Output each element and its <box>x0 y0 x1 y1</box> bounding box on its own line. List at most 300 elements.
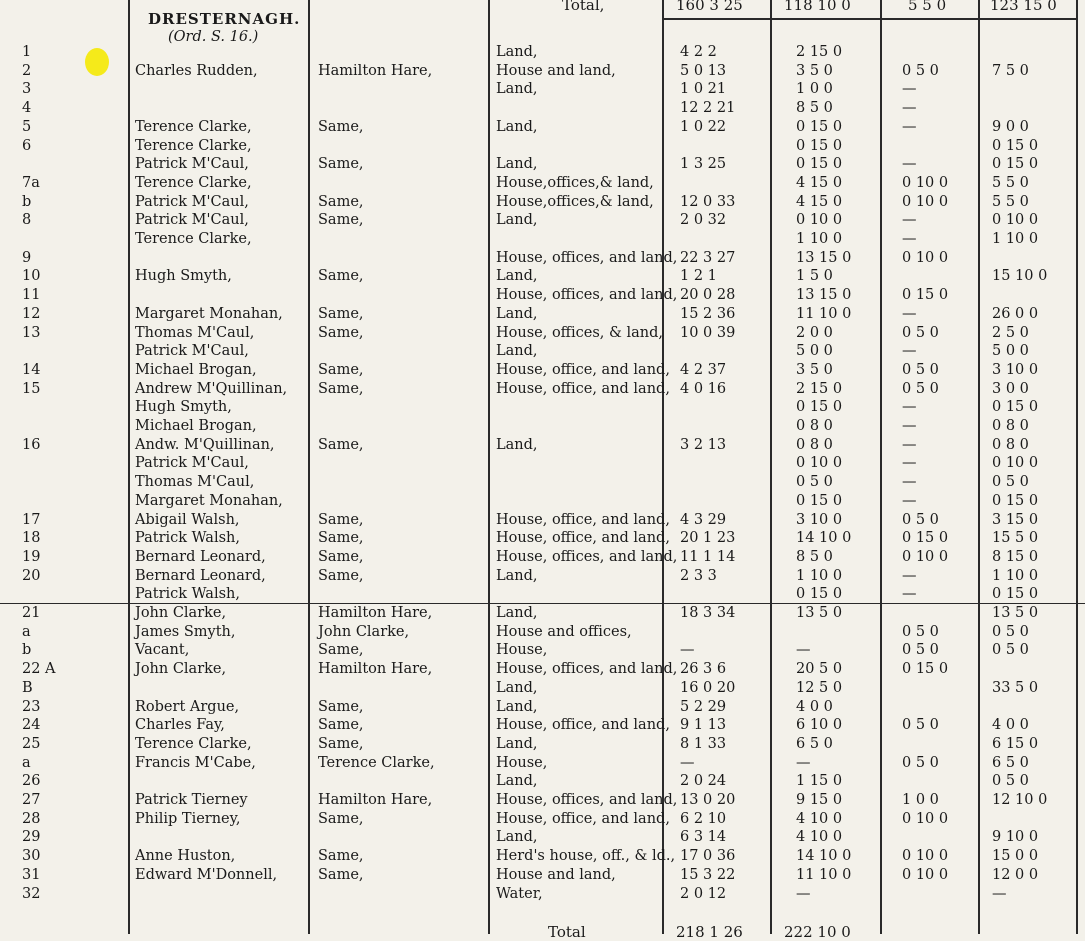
buildings-value: 0 10 0 <box>902 193 949 210</box>
buildings-value: — <box>902 586 917 603</box>
area: 4 0 16 <box>680 380 727 397</box>
row-number: 32 <box>22 885 41 902</box>
column-rule <box>128 0 130 934</box>
land-value: 4 10 0 <box>796 810 843 827</box>
holding-description: Land, <box>496 81 538 98</box>
total-value: 6 5 0 <box>992 754 1029 771</box>
buildings-value: 0 10 0 <box>902 866 949 883</box>
area: 8 1 33 <box>680 735 727 752</box>
row-number: 3 <box>22 81 32 98</box>
lessor-name: Hamilton Hare, <box>318 605 433 621</box>
tenant-name: Anne Huston, <box>135 848 236 865</box>
holding-description: Land, <box>496 773 538 790</box>
area: 1 0 21 <box>680 81 727 98</box>
lessor-name: Same, <box>318 511 364 528</box>
buildings-value: 0 10 0 <box>902 848 949 865</box>
land-value: 1 10 0 <box>796 567 843 584</box>
buildings-value: — <box>902 399 917 416</box>
row-number: 30 <box>22 848 41 865</box>
column-rule <box>488 0 490 934</box>
row-number: 5 <box>22 118 32 135</box>
buildings-value: — <box>902 231 917 247</box>
row-number: 18 <box>22 530 41 547</box>
land-value: 9 15 0 <box>796 792 843 808</box>
area: 6 3 14 <box>680 829 727 846</box>
total-value: 9 10 0 <box>992 829 1039 846</box>
area: 13 0 20 <box>680 792 736 808</box>
tenant-name: Terence Clarke, <box>135 735 252 752</box>
area: 15 3 22 <box>680 866 736 883</box>
holding-description: House, offices, and land, <box>496 548 678 565</box>
land-value: 0 15 0 <box>796 137 843 154</box>
total-label-top: Total, <box>562 0 605 14</box>
land-value: 1 5 0 <box>796 268 833 285</box>
column-rule <box>770 0 772 934</box>
total-value: 26 0 0 <box>992 305 1039 322</box>
land-value: 0 5 0 <box>796 474 833 491</box>
column-rule <box>978 0 980 934</box>
holding-description: House, office, and land, <box>496 810 670 827</box>
total-value: 15 10 0 <box>992 268 1048 285</box>
total-value-top: 123 15 0 <box>990 0 1057 14</box>
lessor-name: Same, <box>318 698 364 715</box>
holding-description: Water, <box>496 885 543 902</box>
tenant-name: Patrick M'Caul, <box>135 455 249 472</box>
row-number: 29 <box>22 829 41 846</box>
buildings-value: — <box>902 212 917 229</box>
area: 2 3 3 <box>680 567 717 584</box>
holding-description: Land, <box>496 735 538 752</box>
tenant-name: Thomas M'Caul, <box>135 474 255 491</box>
area: 1 2 1 <box>680 268 717 285</box>
row-number: 14 <box>22 361 41 378</box>
tenant-name: Francis M'Cabe, <box>135 754 256 771</box>
land-value: 20 5 0 <box>796 661 843 678</box>
total-value: 0 5 0 <box>992 642 1029 659</box>
area: 2 0 12 <box>680 885 727 902</box>
row-number: 12 <box>22 305 41 322</box>
buildings-value: 0 5 0 <box>902 717 939 734</box>
lessor-name: Same, <box>318 380 364 397</box>
row-number: 17 <box>22 511 41 528</box>
column-rule <box>1076 0 1078 934</box>
tenant-name: Terence Clarke, <box>135 174 252 191</box>
total-value: 9 0 0 <box>992 118 1029 135</box>
area: 5 0 13 <box>680 62 727 79</box>
area: 22 3 27 <box>680 249 736 266</box>
total-value: 7 5 0 <box>992 62 1029 79</box>
land-value: 4 0 0 <box>796 698 833 715</box>
buildings-value: — <box>902 567 917 584</box>
land-value: 0 10 0 <box>796 212 843 229</box>
land-value: 0 8 0 <box>796 418 833 434</box>
lessor-name: John Clarke, <box>318 623 410 640</box>
row-number: 10 <box>22 268 41 285</box>
tenant-name: Charles Rudden, <box>135 62 258 79</box>
area: 4 2 2 <box>680 44 717 60</box>
lessor-name: Same, <box>318 810 364 827</box>
buildings-value: — <box>902 118 917 135</box>
tenant-name: Patrick M'Caul, <box>135 343 249 360</box>
holding-description: Land, <box>496 698 538 715</box>
lessor-name: Same, <box>318 118 364 135</box>
holding-description: House,offices,& land, <box>496 174 654 191</box>
area: 5 2 29 <box>680 698 727 715</box>
area: — <box>680 754 695 771</box>
row-number: 2 <box>22 62 32 79</box>
holding-description: Land, <box>496 305 538 322</box>
land-value: 5 0 0 <box>796 343 833 360</box>
land-value: 1 10 0 <box>796 231 843 247</box>
holding-description: Land, <box>496 436 538 453</box>
lessor-name: Same, <box>318 156 364 173</box>
buildings-value: 0 5 0 <box>902 380 939 397</box>
tenant-name: John Clarke, <box>135 661 227 678</box>
tenant-name: Bernard Leonard, <box>135 548 266 565</box>
lessor-name: Same, <box>318 717 364 734</box>
total-value: 2 5 0 <box>992 324 1029 341</box>
total-value: 5 5 0 <box>992 174 1029 191</box>
holding-description: House,offices,& land, <box>496 193 654 210</box>
holding-description: Herd's house, off., & ld., <box>496 848 676 865</box>
total-value: 15 0 0 <box>992 848 1039 865</box>
row-number: 26 <box>22 773 41 790</box>
buildings-value: — <box>902 100 917 117</box>
land-value: 13 15 0 <box>796 249 852 266</box>
buildings-value: — <box>902 418 917 434</box>
land-value: 1 0 0 <box>796 81 833 98</box>
total-value: 0 15 0 <box>992 399 1039 416</box>
land-value: 6 10 0 <box>796 717 843 734</box>
total-value: 0 8 0 <box>992 436 1029 453</box>
row-number: a <box>22 623 31 640</box>
area: 16 0 20 <box>680 679 736 696</box>
tenant-name: John Clarke, <box>135 605 227 621</box>
buildings-value: — <box>902 436 917 453</box>
land-value: 3 5 0 <box>796 361 833 378</box>
row-number: 4 <box>22 100 32 117</box>
lessor-name: Same, <box>318 866 364 883</box>
land-value: 14 10 0 <box>796 848 852 865</box>
row-number: 25 <box>22 735 41 752</box>
tenant-name: Bernard Leonard, <box>135 567 266 584</box>
total-area-top: 160 3 25 <box>676 0 743 14</box>
land-value: 14 10 0 <box>796 530 852 547</box>
land-value: 8 5 0 <box>796 548 833 565</box>
area: 3 2 13 <box>680 436 727 453</box>
section-rule <box>0 603 1085 604</box>
yellow-marker-dot <box>85 48 109 76</box>
row-number: 9 <box>22 249 32 266</box>
land-value: 11 10 0 <box>796 305 852 322</box>
row-number: 7a <box>22 174 40 191</box>
area: 6 2 10 <box>680 810 727 827</box>
tenant-name: Vacant, <box>135 642 190 659</box>
total-value: 0 10 0 <box>992 455 1039 472</box>
total-value: 12 10 0 <box>992 792 1048 808</box>
row-number: 23 <box>22 698 41 715</box>
land-value: 6 5 0 <box>796 735 833 752</box>
lessor-name: Same, <box>318 361 364 378</box>
land-value: — <box>796 642 811 659</box>
buildings-value: 0 5 0 <box>902 754 939 771</box>
row-number: 1 <box>22 44 32 60</box>
total-value: 3 0 0 <box>992 380 1029 397</box>
total-value: 13 5 0 <box>992 605 1039 621</box>
buildings-value: 0 15 0 <box>902 661 949 678</box>
lessor-name: Same, <box>318 735 364 752</box>
land-value: 0 15 0 <box>796 399 843 416</box>
buildings-value: 0 5 0 <box>902 642 939 659</box>
tenant-name: Abigail Walsh, <box>135 511 240 528</box>
total-value: 0 5 0 <box>992 474 1029 491</box>
lessor-name: Same, <box>318 548 364 565</box>
total-value: 0 5 0 <box>992 773 1029 790</box>
row-number: 15 <box>22 380 41 397</box>
buildings-value: 1 0 0 <box>902 792 939 808</box>
row-number: b <box>22 642 32 659</box>
townland-title: DRESTERNAGH. <box>148 10 301 28</box>
tenant-name: Hugh Smyth, <box>135 399 232 416</box>
tenant-name: Andw. M'Quillinan, <box>135 436 275 453</box>
holding-description: House and land, <box>496 866 616 883</box>
lessor-name: Same, <box>318 642 364 659</box>
land-value: 4 15 0 <box>796 193 843 210</box>
lessor-name: Hamilton Hare, <box>318 661 433 678</box>
total-value: 8 15 0 <box>992 548 1039 565</box>
row-number: 27 <box>22 792 41 808</box>
holding-description: House and land, <box>496 62 616 79</box>
buildings-value: — <box>902 305 917 322</box>
row-number: 8 <box>22 212 32 229</box>
row-number: 19 <box>22 548 41 565</box>
lessor-name: Same, <box>318 530 364 547</box>
area: 12 2 21 <box>680 100 736 117</box>
tenant-name: Patrick M'Caul, <box>135 212 249 229</box>
land-value: 0 10 0 <box>796 455 843 472</box>
land-value: 1 15 0 <box>796 773 843 790</box>
tenant-name: Michael Brogan, <box>135 418 257 434</box>
total-value: 4 0 0 <box>992 717 1029 734</box>
row-number: 6 <box>22 137 32 154</box>
tenant-name: Hugh Smyth, <box>135 268 232 285</box>
lessor-name: Same, <box>318 193 364 210</box>
row-number: b <box>22 193 32 210</box>
total-area-bottom: 218 1 26 <box>676 923 743 941</box>
buildings-value: 0 10 0 <box>902 810 949 827</box>
buildings-value: 0 15 0 <box>902 287 949 304</box>
land-value: 3 10 0 <box>796 511 843 528</box>
total-value: 0 15 0 <box>992 137 1039 154</box>
land-value: — <box>796 754 811 771</box>
area: — <box>680 642 695 659</box>
total-value: 5 5 0 <box>992 193 1029 210</box>
lessor-name: Same, <box>318 848 364 865</box>
row-number: 16 <box>22 436 41 453</box>
lessor-name: Hamilton Hare, <box>318 792 433 808</box>
tenant-name: Edward M'Donnell, <box>135 866 278 883</box>
land-value: 0 8 0 <box>796 436 833 453</box>
tenant-name: Charles Fay, <box>135 717 225 734</box>
land-value: 0 15 0 <box>796 118 843 135</box>
tenant-name: Robert Argue, <box>135 698 240 715</box>
total-value: 0 5 0 <box>992 623 1029 640</box>
tenant-name: Patrick Tierney <box>135 792 248 808</box>
buildings-value: 0 5 0 <box>902 623 939 640</box>
tenant-name: Terence Clarke, <box>135 137 252 154</box>
buildings-value: 0 5 0 <box>902 324 939 341</box>
holding-description: Land, <box>496 605 538 621</box>
area: 4 3 29 <box>680 511 727 528</box>
holding-description: House, office, and land, <box>496 717 670 734</box>
holding-description: Land, <box>496 343 538 360</box>
row-number: B <box>22 679 33 696</box>
holding-description: House, offices, and land, <box>496 661 678 678</box>
total-value: 0 15 0 <box>992 586 1039 603</box>
row-number: 31 <box>22 866 41 883</box>
total-value: 3 10 0 <box>992 361 1039 378</box>
lessor-name: Same, <box>318 268 364 285</box>
holding-description: House, offices, and land, <box>496 792 678 808</box>
area: 26 3 6 <box>680 661 727 678</box>
tenant-name: Philip Tierney, <box>135 810 241 827</box>
land-value: 13 15 0 <box>796 287 852 304</box>
land-value: 13 5 0 <box>796 605 843 621</box>
lessor-name: Same, <box>318 212 364 229</box>
holding-description: House, offices, and land, <box>496 287 678 304</box>
lessor-name: Same, <box>318 305 364 322</box>
holding-description: Land, <box>496 567 538 584</box>
total-buildings-top: 5 5 0 <box>908 0 947 14</box>
holding-description: House, offices, and land, <box>496 249 678 266</box>
holding-description: House, office, and land, <box>496 361 670 378</box>
land-value: 2 15 0 <box>796 380 843 397</box>
buildings-value: 0 10 0 <box>902 249 949 266</box>
holding-description: Land, <box>496 268 538 285</box>
land-value: 12 5 0 <box>796 679 843 696</box>
row-number: 22 A <box>22 661 56 678</box>
land-value: 2 15 0 <box>796 44 843 60</box>
land-value: 0 15 0 <box>796 492 843 509</box>
buildings-value: — <box>902 492 917 509</box>
column-rule <box>880 0 882 934</box>
row-number: 21 <box>22 605 41 621</box>
holding-description: House, <box>496 642 548 659</box>
holding-description: Land, <box>496 156 538 173</box>
tenant-name: Terence Clarke, <box>135 118 252 135</box>
holding-description: House, offices, & land, <box>496 324 664 341</box>
area: 1 0 22 <box>680 118 727 135</box>
lessor-name: Same, <box>318 567 364 584</box>
holding-description: Land, <box>496 829 538 846</box>
tenant-name: Patrick Walsh, <box>135 586 240 603</box>
holding-description: Land, <box>496 212 538 229</box>
buildings-value: — <box>902 474 917 491</box>
lessor-name: Terence Clarke, <box>318 754 435 771</box>
row-number: 20 <box>22 567 41 584</box>
holding-description: House and offices, <box>496 623 632 640</box>
total-value: 3 15 0 <box>992 511 1039 528</box>
total-label-bottom: Total <box>548 923 586 941</box>
holding-description: House, office, and land, <box>496 511 670 528</box>
total-value: — <box>992 885 1007 902</box>
land-value: 8 5 0 <box>796 100 833 117</box>
holding-description: House, office, and land, <box>496 380 670 397</box>
tenant-name: Andrew M'Quillinan, <box>135 380 288 397</box>
buildings-value: — <box>902 81 917 98</box>
tenant-name: James Smyth, <box>135 623 236 640</box>
lessor-name: Same, <box>318 324 364 341</box>
holding-description: Land, <box>496 44 538 60</box>
row-number: 28 <box>22 810 41 827</box>
buildings-value: 0 10 0 <box>902 174 949 191</box>
lessor-name: Hamilton Hare, <box>318 62 433 79</box>
row-number: 24 <box>22 717 41 734</box>
total-value: 1 10 0 <box>992 567 1039 584</box>
area: 20 1 23 <box>680 530 736 547</box>
total-value: 15 5 0 <box>992 530 1039 547</box>
tenant-name: Michael Brogan, <box>135 361 257 378</box>
tenant-name: Margaret Monahan, <box>135 492 283 509</box>
ordnance-survey-ref: (Ord. S. 16.) <box>168 29 259 45</box>
land-value: — <box>796 885 811 902</box>
total-value: 0 15 0 <box>992 492 1039 509</box>
buildings-value: — <box>902 343 917 360</box>
area: 4 2 37 <box>680 361 727 378</box>
holding-description: House, office, and land, <box>496 530 670 547</box>
buildings-value: 0 5 0 <box>902 361 939 378</box>
total-value: 0 15 0 <box>992 156 1039 173</box>
area: 18 3 34 <box>680 605 736 621</box>
holding-description: Land, <box>496 679 538 696</box>
row-number: a <box>22 754 31 771</box>
area: 2 0 24 <box>680 773 727 790</box>
total-value: 6 15 0 <box>992 735 1039 752</box>
tenant-name: Margaret Monahan, <box>135 305 283 322</box>
row-number: 13 <box>22 324 41 341</box>
total-value: 33 5 0 <box>992 679 1039 696</box>
total-value: 5 0 0 <box>992 343 1029 360</box>
land-value: 0 15 0 <box>796 156 843 173</box>
holding-description: Land, <box>496 118 538 135</box>
tenant-name: Thomas M'Caul, <box>135 324 255 341</box>
total-value: 0 8 0 <box>992 418 1029 434</box>
area: 11 1 14 <box>680 548 736 565</box>
buildings-value: 0 10 0 <box>902 548 949 565</box>
total-land-top: 118 10 0 <box>784 0 851 14</box>
buildings-value: 0 15 0 <box>902 530 949 547</box>
land-value: 4 15 0 <box>796 174 843 191</box>
land-value: 0 15 0 <box>796 586 843 603</box>
total-land-bottom: 222 10 0 <box>784 923 851 941</box>
total-value: 12 0 0 <box>992 866 1039 883</box>
area: 12 0 33 <box>680 193 736 210</box>
buildings-value: — <box>902 455 917 472</box>
area: 1 3 25 <box>680 156 727 173</box>
area: 10 0 39 <box>680 324 736 341</box>
tenant-name: Patrick Walsh, <box>135 530 240 547</box>
land-value: 4 10 0 <box>796 829 843 846</box>
area: 2 0 32 <box>680 212 727 229</box>
buildings-value: 0 5 0 <box>902 511 939 528</box>
row-number: 11 <box>22 287 41 304</box>
lessor-name: Same, <box>318 436 364 453</box>
tenant-name: Patrick M'Caul, <box>135 193 249 210</box>
area: 9 1 13 <box>680 717 727 734</box>
land-value: 2 0 0 <box>796 324 833 341</box>
area: 15 2 36 <box>680 305 736 322</box>
tenant-name: Terence Clarke, <box>135 231 252 247</box>
